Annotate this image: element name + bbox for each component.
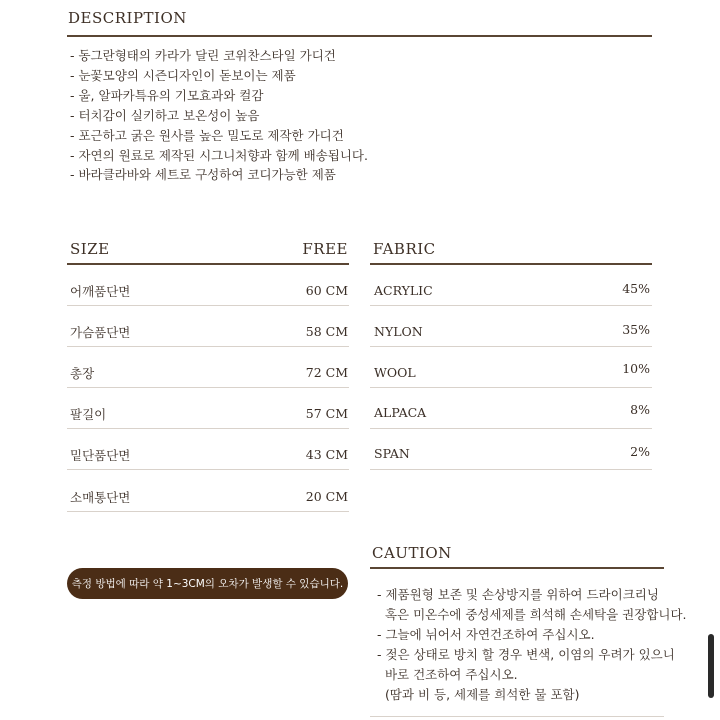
size-row-value: 57 CM	[305, 406, 348, 421]
size-row-divider	[67, 511, 349, 512]
caution-line: 혹은 미온수에 중성세제를 희석해 손세탁을 권장합니다.	[377, 607, 687, 622]
size-row-label: 가슴품단면	[70, 325, 131, 340]
fabric-row-label: WOOL	[374, 365, 416, 380]
fabric-row-label: SPAN	[374, 446, 410, 461]
fabric-row-value: 35%	[622, 322, 650, 337]
fabric-header-label: FABRIC	[373, 240, 436, 258]
size-row-value: 43 CM	[305, 447, 348, 462]
caution-rule	[370, 567, 664, 569]
size-header-label: SIZE	[70, 240, 110, 258]
size-row-value: 58 CM	[305, 324, 348, 339]
fabric-row-value: 8%	[630, 402, 650, 417]
caution-line: (땀과 비 등, 세제를 희석한 물 포함)	[377, 687, 580, 702]
fabric-row-label: ALPACA	[374, 405, 427, 420]
size-row-label: 총장	[70, 366, 95, 381]
size-row-label: 밑단품단면	[70, 448, 131, 463]
caution-title: CAUTION	[372, 544, 452, 562]
fabric-row-value: 45%	[622, 281, 650, 296]
size-row-divider	[67, 346, 349, 347]
fabric-row-value: 10%	[622, 361, 650, 376]
description-line: - 울, 알파카특유의 기모효과와 컬감	[70, 88, 264, 103]
size-row-divider	[67, 469, 349, 470]
size-row-value: 72 CM	[305, 365, 348, 380]
caution-line: - 그늘에 뉘어서 자연건조하여 주십시오.	[377, 627, 595, 642]
description-line: - 자연의 원료로 제작된 시그니처향과 함께 배송됩니다.	[70, 148, 368, 163]
caution-bottom-rule	[370, 716, 664, 717]
size-row-value: 20 CM	[305, 489, 348, 504]
description-line: - 터치감이 실키하고 보온성이 높음	[70, 108, 260, 123]
size-row-divider	[67, 387, 349, 388]
caution-line: - 젖은 상태로 방치 할 경우 변색, 이염의 우려가 있으니	[377, 647, 675, 662]
fabric-row-divider	[370, 428, 652, 429]
fabric-row-label: NYLON	[374, 324, 423, 339]
description-rule	[67, 35, 652, 37]
fabric-row-value: 2%	[630, 444, 650, 459]
fabric-row-divider	[370, 387, 652, 388]
caution-line: - 제품원형 보존 및 손상방지를 위하여 드라이크리닝	[377, 587, 659, 602]
size-header-rule	[67, 263, 349, 265]
fabric-header-rule	[370, 263, 652, 265]
size-header-value: FREE	[302, 240, 348, 258]
vertical-scrollbar[interactable]	[708, 634, 714, 698]
description-title: DESCRIPTION	[68, 9, 187, 27]
size-row-value: 60 CM	[305, 283, 348, 298]
measurement-note-badge: 측정 방법에 따라 약 1~3CM의 오차가 발생할 수 있습니다.	[67, 568, 348, 599]
fabric-row-label: ACRYLIC	[374, 283, 433, 298]
description-line: - 포근하고 굵은 원사를 높은 밀도로 제작한 가디건	[70, 128, 344, 143]
fabric-row-divider	[370, 346, 652, 347]
size-row-label: 어깨품단면	[70, 284, 131, 299]
fabric-row-divider	[370, 305, 652, 306]
description-line: - 바라클라바와 세트로 구성하여 코디가능한 제품	[70, 167, 336, 182]
fabric-row-divider	[370, 469, 652, 470]
size-row-divider	[67, 305, 349, 306]
size-row-label: 팔길이	[70, 407, 107, 422]
caution-line: 바로 건조하여 주십시오.	[377, 667, 518, 682]
description-line: - 동그란형태의 카라가 달린 코위찬스타일 가디건	[70, 48, 336, 63]
description-line: - 눈꽃모양의 시즌디자인이 돋보이는 제품	[70, 68, 296, 83]
size-row-label: 소매통단면	[70, 490, 131, 505]
size-row-divider	[67, 428, 349, 429]
